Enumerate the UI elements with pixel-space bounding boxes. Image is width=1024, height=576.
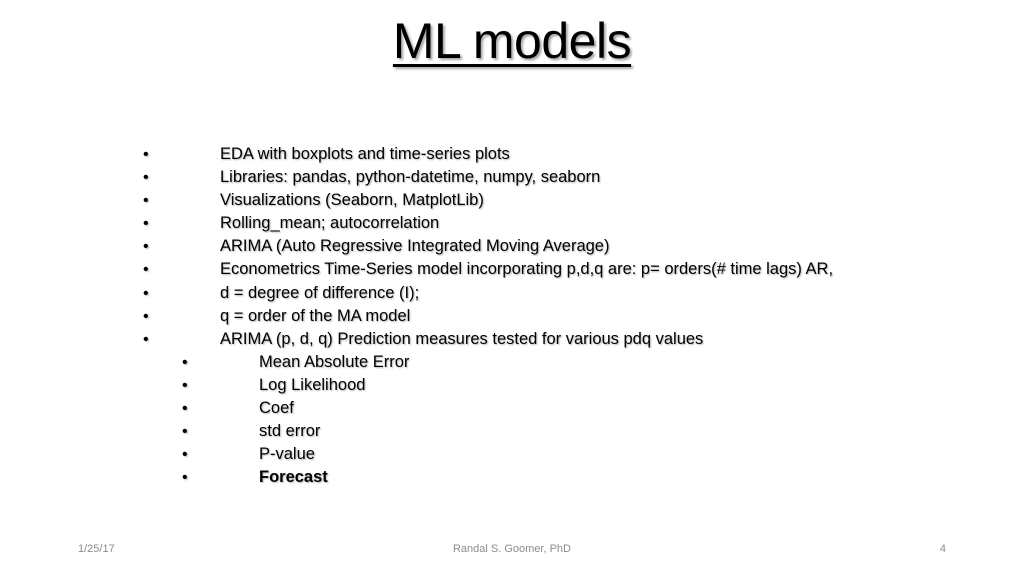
bullet-text: EDA with boxplots and time-series plots	[220, 145, 510, 163]
footer-page-number: 4	[939, 543, 946, 555]
bullet-item	[0, 258, 1024, 281]
bullet-icon: •	[182, 400, 188, 418]
bullet-icon: •	[182, 446, 188, 464]
bullet-list	[0, 143, 1024, 489]
bullet-icon: •	[182, 469, 188, 487]
bullet-icon: •	[143, 307, 149, 325]
bullet-icon: •	[143, 238, 149, 256]
bullet-item	[0, 212, 1024, 235]
bullet-icon: •	[143, 146, 149, 163]
sub-bullet-item	[0, 466, 1024, 489]
bullet-item	[0, 166, 1024, 189]
bullet-item	[0, 235, 1024, 258]
bullet-icon: •	[182, 376, 188, 394]
bullet-text: Visualizations (Seaborn, MatplotLib)	[220, 191, 484, 210]
bullet-item	[0, 143, 1024, 166]
bullet-text: Libraries: pandas, python-datetime, numpy, seaborn	[220, 168, 601, 187]
bullet-text: d = degree of difference (I);	[220, 283, 420, 302]
slide-title: ML models	[392, 13, 632, 69]
bullet-icon: •	[143, 192, 149, 210]
bullet-text: ARIMA (p, d, q) Prediction measures tested for various pdq values	[220, 329, 704, 348]
bullet-item	[0, 328, 1024, 351]
bullet-text: std error	[259, 422, 321, 441]
bullet-text: P-value	[259, 445, 315, 464]
sub-bullet-item	[0, 374, 1024, 397]
bullet-item	[0, 305, 1024, 328]
sub-bullet-item	[0, 397, 1024, 420]
bullet-text: ARIMA (Auto Regressive Integrated Moving Average)	[220, 237, 610, 256]
bullet-text: q = order of the MA model	[220, 306, 411, 325]
bullet-icon: •	[143, 330, 149, 348]
bullet-text: Forecast	[259, 468, 328, 487]
bullet-icon: •	[182, 353, 188, 371]
sub-bullet-item	[0, 351, 1024, 374]
bullet-text: Econometrics Time-Series model incorporating p,d,q are: p= orders(# time lags) AR,	[220, 260, 834, 279]
bullet-text: Mean Absolute Error	[259, 352, 410, 371]
bullet-icon: •	[143, 169, 149, 187]
bullet-text: Log Likelihood	[259, 375, 366, 394]
bullet-item	[0, 282, 1024, 305]
bullet-icon: •	[182, 423, 188, 441]
bullet-icon: •	[143, 284, 149, 302]
bullet-item	[0, 189, 1024, 212]
bullet-icon: •	[143, 261, 149, 279]
footer-author: Randal S. Goomer, PhD	[452, 543, 571, 555]
bullet-text: Coef	[259, 399, 294, 418]
footer-date: 1/25/17	[78, 543, 115, 555]
sub-bullet-item	[0, 443, 1024, 466]
bullet-text: Rolling_mean; autocorrelation	[220, 214, 440, 233]
bullet-icon: •	[143, 215, 149, 233]
sub-bullet-item	[0, 420, 1024, 443]
